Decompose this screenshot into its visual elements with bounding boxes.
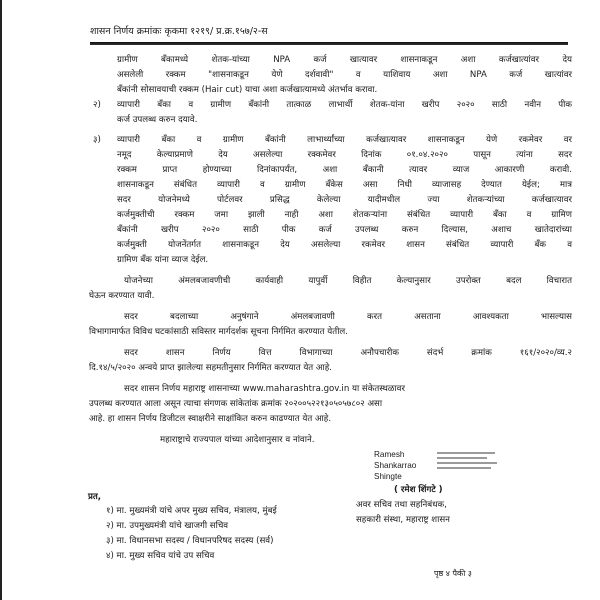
paragraph-line: दि.१४/५/२०२० अन्वये प्राप्त झालेल्या सहमतीनुसार निर्गमित करण्यात येत आहे. [89, 363, 333, 373]
point3-line: नमूद केल्याप्रमाणे देय असलेल्या रक्कमेवर दिनांक ०१.०४.२०२० पासून त्यांना सदर [117, 150, 572, 160]
point2-line: व्यापारी बँका व ग्रामीण बँकांनी तात्काळ लाभार्थी शेतक-यांना खरीप २०२० साठी नवीन पीक [117, 100, 572, 110]
digital-signature-name: Ramesh [374, 450, 405, 459]
order-line: महाराष्ट्राचे राज्यपाल यांच्या आदेशानुसार व नांवाने. [160, 435, 315, 445]
paragraph-line: घेऊन करण्यात यावी. [89, 291, 155, 301]
point3-line: सदर योजनेमध्ये पोर्टलवर प्रसिद्ध केलेल्या यादीमधील ज्या शेतकऱ्यांच्या कर्जखात्यावर [117, 195, 572, 205]
digital-signature-stamp-icon [437, 452, 499, 474]
page-number: पृष्ठ ४ पैकी ३ [434, 569, 472, 578]
point1-line: ग्रामीण बँकामध्ये शेतक-यांच्या NPA कर्ज खात्यावर शासनाकडून अशा कर्जखात्यांवर देय [117, 55, 572, 65]
point3-line: कर्जमुक्ती योजनेंतर्गत शासनाकडून देय असलेल्या रकमेवर शासन संबंधित व्यापारी बँक व [117, 240, 572, 250]
point3-line: रक्कम प्राप्त होण्याच्या दिनांकापर्यंत, अशा बँकानी त्यावर व्याज आकारणी करावी. [117, 165, 572, 175]
header-rule [90, 42, 568, 45]
paragraph-line: आहे. हा शासन निर्णय डिजीटल स्वाक्षरीने साक्षांकित करुन काढण्यात येत आहे. [89, 414, 332, 424]
paragraph-line: उपलब्ध करण्यात आला असून त्याचा संगणक सांकेतांक क्रमांक २०२००५२२१३०५०५७८०२ असा [89, 399, 383, 409]
paragraph-first-line: योजनेच्या अंमलबजावणीची कार्यवाही यापुर्वी विहीत केल्यानुसार उपरोक्त बदल विचारात [124, 276, 572, 286]
scan-left-border [0, 0, 2, 600]
point3-line: व्यापारी बँका व ग्रामीण बँकांनी लाभार्थ्यांच्या कर्जखात्यावर शासनाकडून येणे रकमेवर वर [117, 135, 572, 145]
paragraph-first-line: सदर बदलाच्या अनुषंगाने अंमलबजावणी करत असताना आवश्यकता भासल्यास [124, 312, 572, 322]
copy-recipient: १) मा. मुख्यमंत्री यांचे अपर मुख्य सचिव, मंत्रालय, मुंबई [106, 506, 277, 516]
paragraph-first-line: सदर शासन निर्णय वित्त विभागाच्या अनौपचारीक संदर्भ क्रमांक १६१/२०२०/व्य.२ [124, 348, 572, 358]
signatory-office: सहकारी संस्था, महाराष्ट्र शासन [356, 515, 450, 525]
copy-recipient: २) मा. उपमुख्यमंत्री यांचे खाजगी सचिव [106, 521, 229, 531]
copy-recipient: ४) मा. मुख्य सचिव यांचे उप सचिव [106, 551, 215, 561]
point2-line: कर्ज उपलब्ध करुन दयावे. [117, 115, 198, 125]
signatory-designation: अवर सचिव तथा सहनिबंधक, [356, 500, 447, 510]
signatory-name: ( रमेश शिंगटे ) [394, 485, 443, 495]
paragraph-line: विभागामार्फत विविध घटकांसाठी सविस्तर मार्गदर्शक सूचना निर्गमित करण्यात येतील. [89, 327, 348, 337]
digital-signature-name: Shingte [374, 472, 402, 481]
document-header: शासन निर्णय क्रमांकः कृकमा १२१९/ प्र.क्र.१५७/२-स [90, 26, 268, 37]
point3-line: ग्रामिण बँक यांना व्याज देईल. [117, 255, 209, 265]
point3-line: शासनाकडून संबंधित व्यापारी व ग्रामीण बँकेस असा निधी व्याजासह देण्यात येईल; मात्र [117, 180, 572, 190]
point2-number: २) [93, 100, 101, 110]
point3-number: ३) [93, 135, 101, 145]
point1-line: असलेली रक्कम "शासनाकडून येणे दर्शवावी" व याशिवाय अशा NPA कर्ज खात्यांवर [117, 70, 572, 80]
point1-line: बँकांनी सोसावयाची रक्कम (Hair cut) याचा अशा कर्जखात्यामध्ये अंतर्भाव करावा. [117, 85, 378, 95]
digital-signature-name: Shankarrao [374, 461, 417, 470]
copy-recipient: ३) मा. विधानसभा सदस्य / विधानपरिषद सदस्य (सर्व) [106, 536, 274, 546]
point3-line: बँकांनी खरीप २०२० साठी पीक कर्ज उपलब्ध करुन दिल्यास, अशाच खातेदारांच्या [117, 225, 572, 235]
point3-line: कर्जमुक्तीची रक्कम जमा झाली नाही अशा शेतकऱ्यांना संबंधित व्यापारी बँका व ग्रामिण [117, 210, 572, 220]
paragraph-first-line: सदर शासन निर्णय महाराष्ट्र शासनाच्या www.maharashtra.gov.in या संकेतस्थळावर [124, 384, 405, 394]
copies-heading: प्रत, [88, 492, 102, 502]
